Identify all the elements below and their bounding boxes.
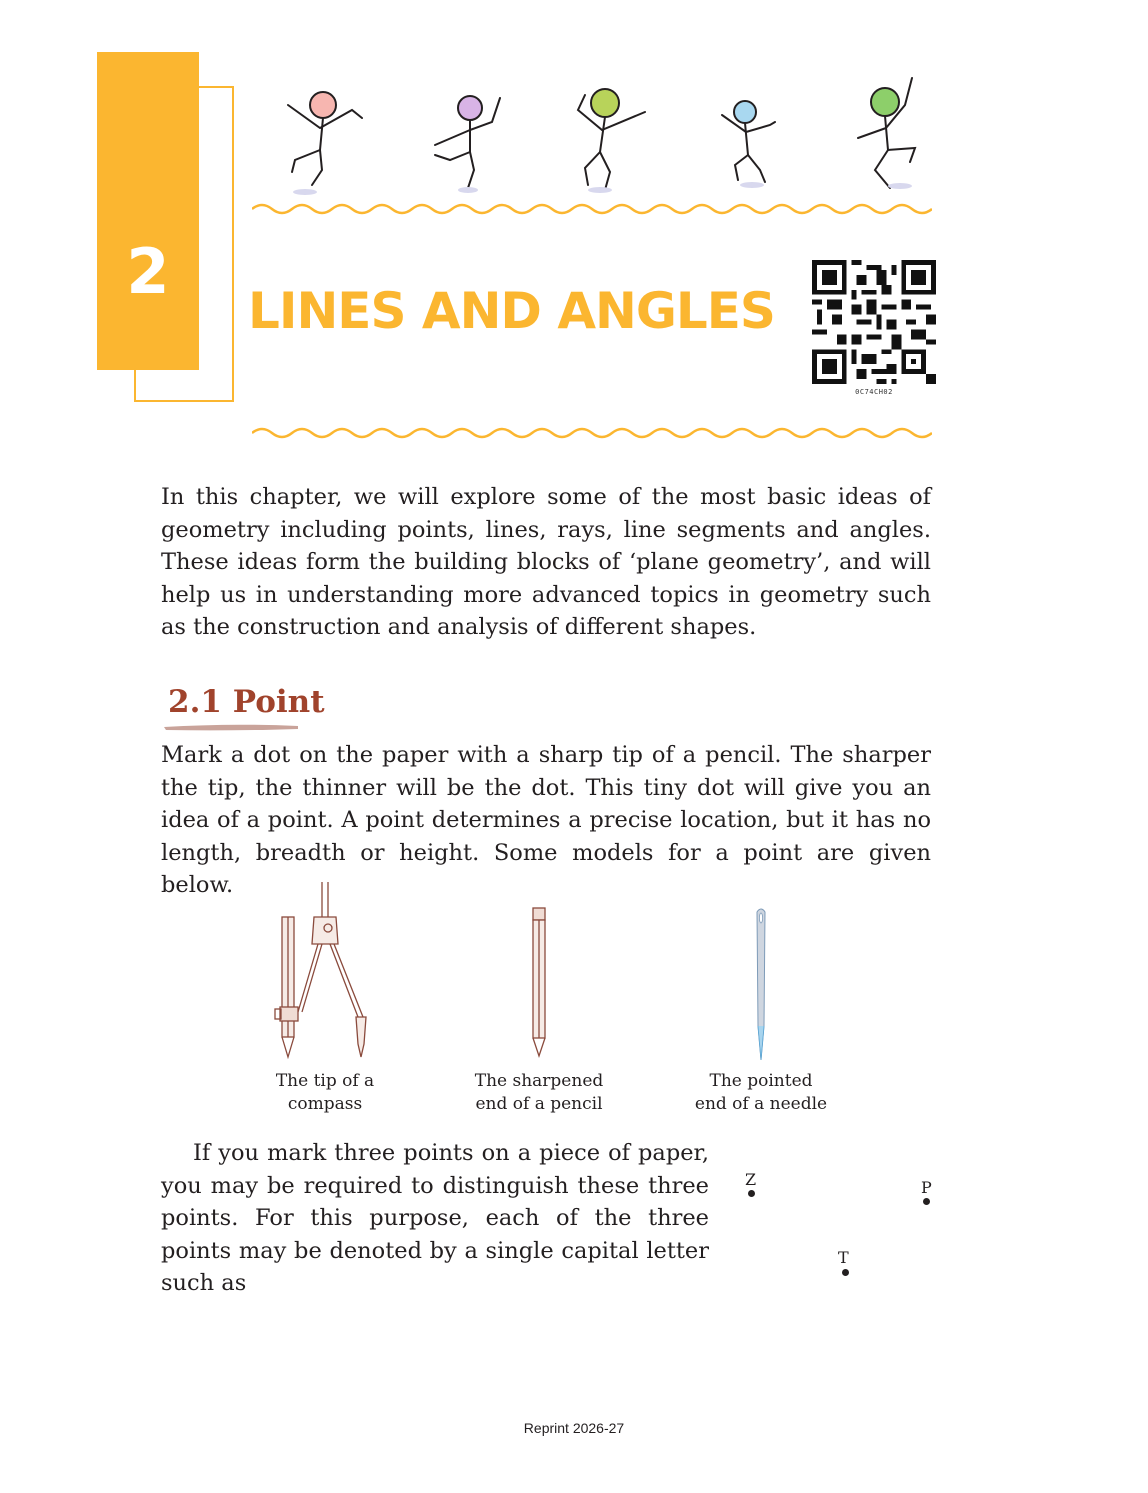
stick-figure-4 bbox=[722, 101, 775, 188]
caption-needle bbox=[676, 1070, 846, 1116]
caption-needle-line2: end of a needle bbox=[694, 1094, 828, 1114]
stick-figure-1 bbox=[288, 92, 362, 195]
point-dot-t bbox=[842, 1269, 849, 1276]
stick-figure-3 bbox=[578, 89, 645, 193]
qr-code-label: 0C74CH02 bbox=[855, 388, 893, 396]
stick-figure-2 bbox=[435, 96, 500, 193]
intro-paragraph: In this chapter, we will explore some of the most basic ideas of geometry including points, lines, rays, line segments and angles. These ideas form the building blocks of ‘plane geometry’, and will help us in understanding more advanced topics in geometry such as the construction and analysis of different shapes. bbox=[161, 484, 931, 640]
pencil-illustration bbox=[527, 906, 551, 1060]
top-wavy-divider bbox=[252, 202, 932, 216]
chapter-number-block bbox=[97, 52, 199, 370]
caption-compass bbox=[240, 1070, 410, 1116]
point-label-t: T bbox=[838, 1248, 849, 1267]
point-dot-p bbox=[923, 1198, 930, 1205]
point-paragraph: Mark a dot on the paper with a sharp tip of a pencil. The sharper the tip, the thinner will be the dot. This tiny dot will give you an idea of a point. A point determines a precise location, but it has no length, breadth or height. Some models for a point are given below. bbox=[161, 742, 931, 898]
reprint-footer: Reprint 2026-27 bbox=[523, 1420, 625, 1436]
section-title-underline bbox=[162, 722, 300, 732]
caption-needle-line1: The pointed bbox=[709, 1071, 813, 1091]
caption-pencil-line2: end of a pencil bbox=[475, 1094, 603, 1114]
qr-code[interactable] bbox=[812, 260, 936, 384]
section-title: 2.1 Point bbox=[168, 684, 325, 720]
caption-compass-line2: compass bbox=[287, 1094, 363, 1114]
chapter-number: 2 bbox=[126, 235, 170, 308]
bottom-wavy-divider bbox=[252, 426, 932, 440]
caption-pencil-line1: The sharpened bbox=[474, 1071, 604, 1091]
point-label-z: Z bbox=[745, 1170, 757, 1189]
compass-illustration bbox=[270, 882, 375, 1064]
needle-illustration bbox=[752, 906, 770, 1062]
dancing-figures-illustration bbox=[260, 70, 940, 200]
point-dot-z bbox=[748, 1190, 755, 1197]
three-points-paragraph: If you mark three points on a piece of paper, you may be required to distinguish these three points. For this purpose, each of the three points may be denoted by a single capital letter such as bbox=[161, 1140, 709, 1296]
stick-figure-5 bbox=[858, 78, 915, 189]
point-label-p: P bbox=[921, 1178, 932, 1197]
caption-compass-line1: The tip of a bbox=[275, 1071, 375, 1091]
caption-pencil bbox=[454, 1070, 624, 1116]
chapter-title: LINES AND ANGLES bbox=[248, 282, 775, 340]
